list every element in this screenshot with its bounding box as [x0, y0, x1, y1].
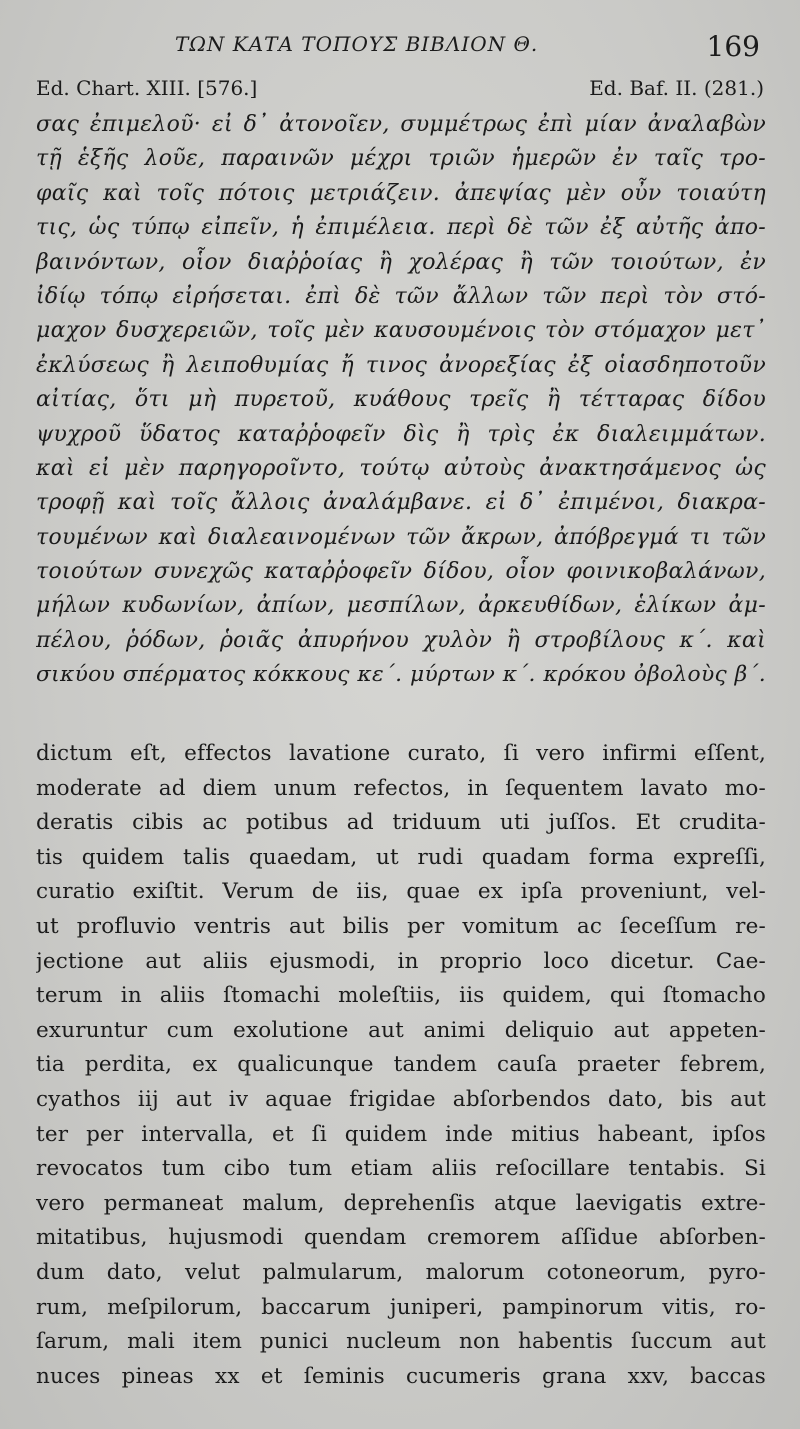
latin-line: terum in aliis ſtomachi moleſtiis, iis quidem, qui ſtomacho	[36, 983, 766, 1009]
greek-line: τροφῇ καὶ τοῖς ἄλλοις ἀναλάμβανε. εἰ δ᾽ ἐπιμένοι, διακρα-	[36, 490, 766, 516]
greek-line: ἰδίῳ τόπῳ εἰρήσεται. ἐπὶ δὲ τῶν ἄλλων τῶν περὶ τὸν στό-	[36, 283, 766, 309]
latin-line: ter per intervalla, et ſi quidem inde mitius habeant, ipſos	[36, 1121, 766, 1147]
page-number: 169	[706, 30, 760, 63]
latin-line: dictum eſt, effectos lavatione curato, ſi vero infirmi eſſent,	[36, 741, 766, 766]
latin-line: curatio exiſtit. Verum de iis, quae ex ipſa proveniunt, vel-	[36, 879, 766, 905]
greek-line: καὶ εἰ μὲν παρηγοροῖντο, τούτῳ αὐτοὺς ἀνακτησάμενος ὡς	[36, 455, 766, 481]
latin-line: vero permaneat malum, deprehenſis atque laevigatis extre-	[36, 1190, 766, 1216]
latin-line: ſarum, mali item punici nucleum non habentis ſuccum aut	[36, 1329, 766, 1355]
edition-basel: Ed. Baf. II. (281.)	[589, 76, 764, 100]
greek-line: μήλων κυδωνίων, ἀπίων, μεσπίλων, ἀρκευθίδων, ἑλίκων ἀμ-	[36, 593, 766, 619]
greek-line: φαῖς καὶ τοῖς πότοις μετριάζειν. ἀπεψίας μὲν οὖν τοιαύτη	[36, 180, 766, 206]
latin-line: cyathos iij aut iv aquae frigidae abſorbendos dato, bis aut	[36, 1086, 766, 1112]
latin-line: mitatibus, hujusmodi quendam cremorem aſſidue abſorben-	[36, 1225, 766, 1251]
latin-line: nuces pineas xx et ſeminis cucumeris grana xxv, baccas	[36, 1363, 766, 1389]
greek-line: σας ἐπιμελοῦ· εἰ δ᾽ ἀτονοῖεν, συμμέτρως ἐπὶ μίαν ἀναλαβὼν	[36, 112, 766, 137]
greek-line: τῇ ἑξῆς λοῦε, παραινῶν μέχρι τριῶν ἡμερῶν ἐν ταῖς τρο-	[36, 146, 766, 172]
greek-line: αἰτίας, ὅτι μὴ πυρετοῦ, κυάθους τρεῖς ἢ τέτταρας δίδου	[36, 387, 766, 413]
greek-line: πέλου, ῥόδων, ῥοιᾶς ἀπυρήνου χυλὸν ἢ στροβίλους κ΄. καὶ	[36, 627, 766, 653]
greek-line: ψυχροῦ ὕδατος καταῤῥοφεῖν δὶς ἢ τρὶς ἐκ διαλειμμάτων.	[36, 421, 766, 447]
latin-line: moderate ad diem unum refectos, in ſequentem lavato mo-	[36, 775, 766, 801]
latin-line: deratis cibis ac potibus ad triduum uti juſſos. Et crudita-	[36, 810, 766, 836]
latin-line: rum, meſpilorum, baccarum juniperi, pampinorum vitis, ro-	[36, 1294, 766, 1320]
greek-line: σικύου σπέρματος κόκκους κε΄. μύρτων κ΄. κρόκου ὀβολοὺς β΄.	[36, 662, 766, 688]
latin-line: dum dato, velut palmularum, malorum cotoneorum, pyro-	[36, 1259, 766, 1285]
greek-text	[36, 108, 766, 693]
greek-line: τουμένων καὶ διαλεαινομένων τῶν ἄκρων, ἀπόβρεγμά τι τῶν	[36, 524, 766, 550]
edition-chartier: Ed. Chart. XIII. [576.]	[36, 76, 258, 100]
running-title: ΤΩΝ ΚΑΤΑ ΤΟΠΟΥΣ ΒΙΒΛΙΟΝ Θ.	[175, 32, 539, 56]
latin-line: tia perdita, ex qualicunque tandem cauſa praeter febrem,	[36, 1052, 766, 1078]
greek-line: ἐκλύσεως ἢ λειποθυμίας ἤ τινος ἀνορεξίας ἐξ οἱασδηποτοῦν	[36, 352, 766, 378]
greek-line: βαινόντων, οἷον διαῤῥοίας ἢ χολέρας ἢ τῶν τοιούτων, ἐν	[36, 249, 766, 275]
greek-line: τοιούτων συνεχῶς καταῤῥοφεῖν δίδου, οἷον φοινικοβαλάνων,	[36, 559, 766, 585]
latin-line: exuruntur cum exolutione aut animi deliquio aut appeten-	[36, 1017, 766, 1043]
latin-text	[36, 737, 766, 1394]
greek-line: τις, ὡς τύπῳ εἰπεῖν, ἡ ἐπιμέλεια. περὶ δὲ τῶν ἐξ αὐτῆς ἀπο-	[36, 215, 766, 241]
latin-line: revocatos tum cibo tum etiam aliis reſocillare tentabis. Si	[36, 1156, 766, 1182]
latin-line: ut profluvio ventris aut bilis per vomitum ac ſeceſſum re-	[36, 913, 766, 939]
edition-references	[0, 76, 800, 106]
latin-line: tis quidem talis quaedam, ut rudi quadam forma expreſſi,	[36, 844, 766, 870]
latin-line: jectione aut aliis ejusmodi, in proprio loco dicetur. Cae-	[36, 948, 766, 974]
greek-line: μαχον δυσχερειῶν, τοῖς μὲν καυσουμένοις τὸν στόμαχον μετ᾽	[36, 318, 766, 344]
running-head	[0, 30, 800, 70]
